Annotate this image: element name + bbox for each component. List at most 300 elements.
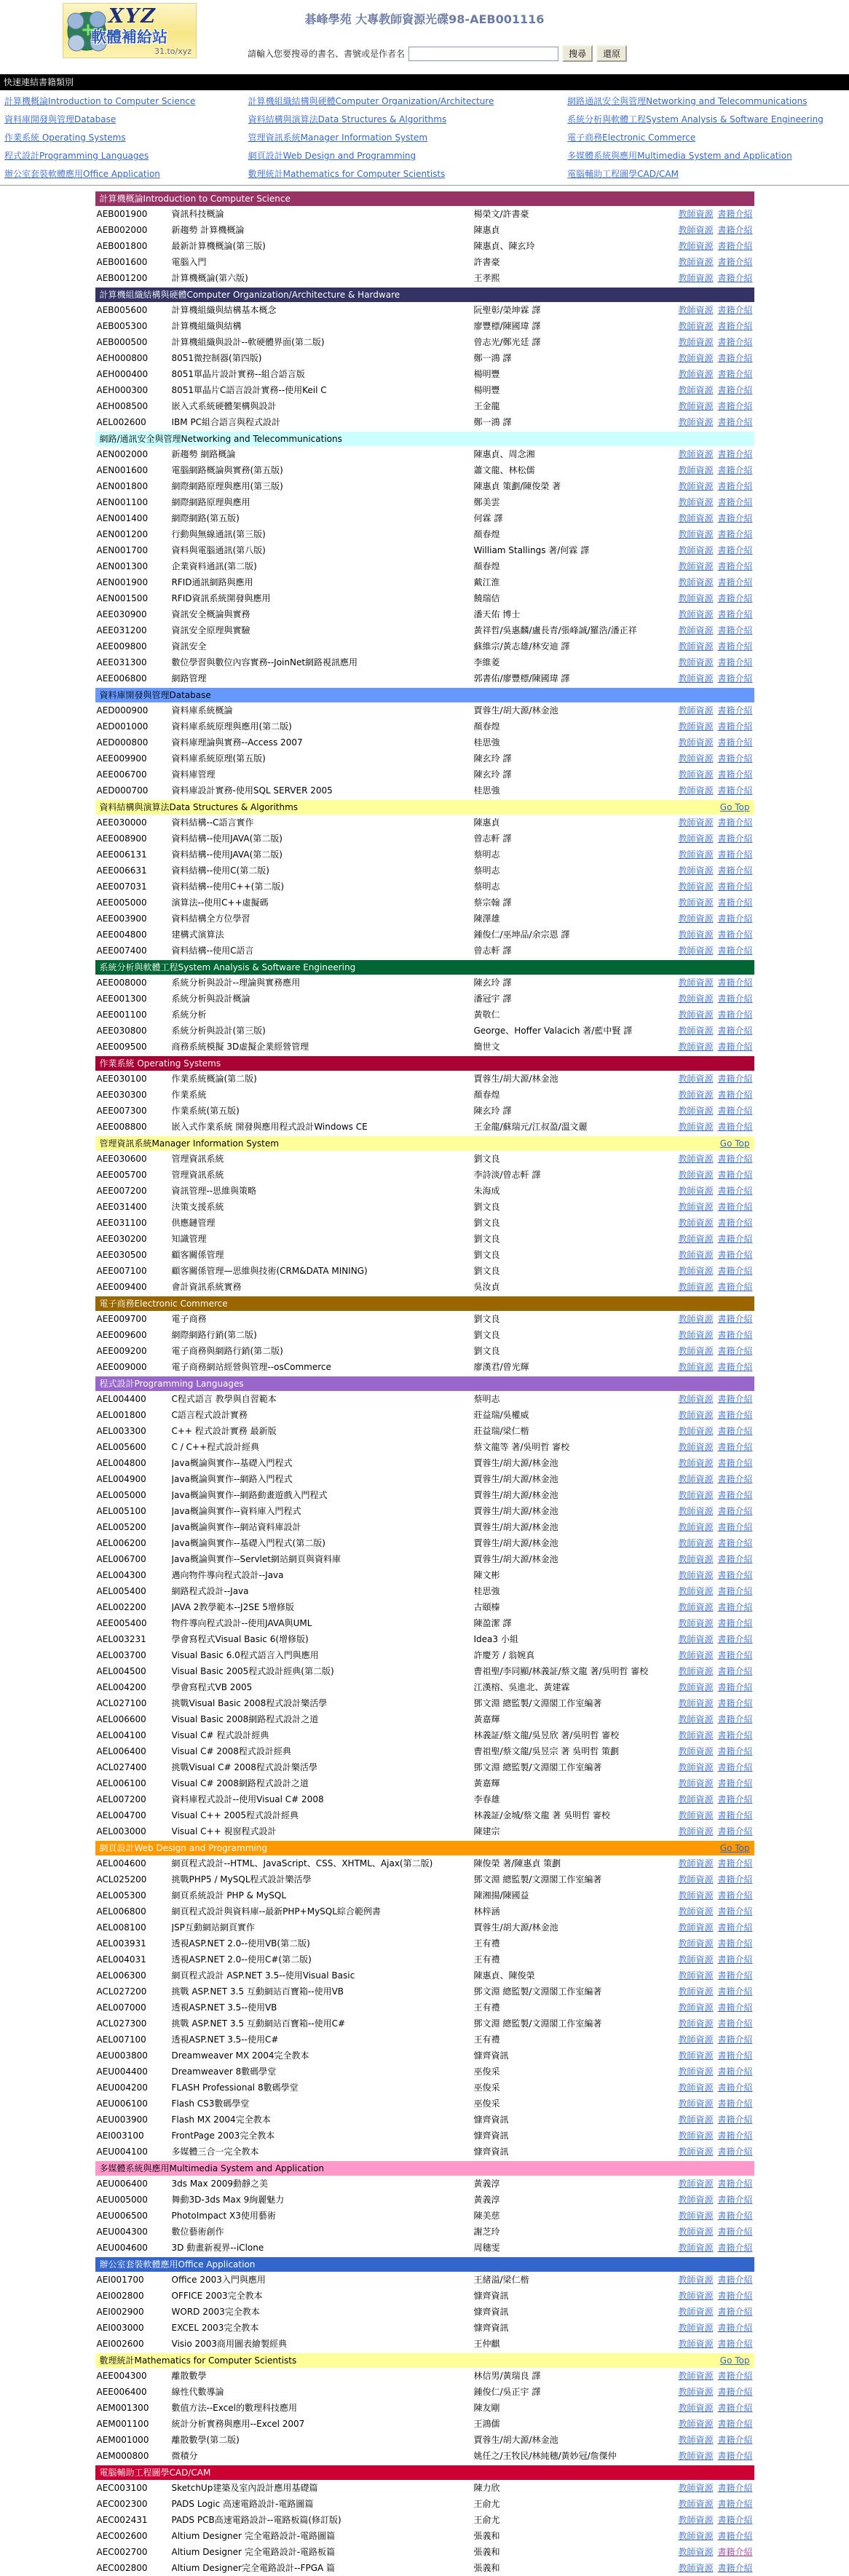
teacher-resource-link[interactable]: 教師資源 xyxy=(678,673,714,683)
teacher-resource-link[interactable]: 教師資源 xyxy=(678,930,714,940)
book-intro-link[interactable]: 書籍介紹 xyxy=(717,1282,753,1292)
teacher-resource-link[interactable]: 教師資源 xyxy=(678,1186,714,1196)
teacher-resource-link[interactable]: 教師資源 xyxy=(678,1554,714,1564)
teacher-resource-link[interactable]: 教師資源 xyxy=(678,481,714,491)
book-intro-link[interactable]: 書籍介紹 xyxy=(717,1714,753,1724)
teacher-resource-link[interactable]: 教師資源 xyxy=(678,225,714,235)
teacher-resource-link[interactable]: 教師資源 xyxy=(678,1202,714,1212)
book-intro-link[interactable]: 書籍介紹 xyxy=(717,1266,753,1276)
book-intro-link[interactable]: 書籍介紹 xyxy=(717,1186,753,1196)
teacher-resource-link[interactable]: 教師資源 xyxy=(678,1538,714,1548)
quick-link[interactable]: 系統分析與軟體工程System Analysis & Software Engineering xyxy=(567,114,824,124)
book-intro-link[interactable]: 書籍介紹 xyxy=(717,2082,753,2093)
quick-link[interactable]: 數理統計Mathematics for Computer Scientists xyxy=(248,169,446,179)
book-links xyxy=(667,606,754,622)
book-intro-link[interactable]: 書籍介紹 xyxy=(717,2131,753,2141)
teacher-resource-link[interactable]: 教師資源 xyxy=(678,401,714,411)
book-intro-link[interactable]: 書籍介紹 xyxy=(717,2371,753,2381)
book-intro-link[interactable]: 書籍介紹 xyxy=(717,529,753,539)
quick-link[interactable]: 作業系統 Operating Systems xyxy=(4,132,126,143)
book-intro-link[interactable]: 書籍介紹 xyxy=(717,1650,753,1660)
book-intro-link[interactable]: 書籍介紹 xyxy=(717,2451,753,2461)
book-intro-link[interactable]: 書籍介紹 xyxy=(717,1890,753,1901)
book-intro-link[interactable]: 書籍介紹 xyxy=(717,1938,753,1949)
book-intro-link[interactable]: 書籍介紹 xyxy=(717,2195,753,2205)
book-intro-link[interactable]: 書籍介紹 xyxy=(717,2050,753,2061)
teacher-resource-link[interactable]: 教師資源 xyxy=(678,353,714,363)
teacher-resource-link[interactable]: 教師資源 xyxy=(678,1714,714,1724)
book-intro-link[interactable]: 書籍介紹 xyxy=(717,2099,753,2109)
book-code: AEE007300 xyxy=(96,1106,147,1116)
teacher-resource-link[interactable]: 教師資源 xyxy=(678,1362,714,1372)
book-intro-link[interactable]: 書籍介紹 xyxy=(717,1730,753,1740)
teacher-resource-link[interactable]: 教師資源 xyxy=(678,817,714,828)
book-intro-link[interactable]: 書籍介紹 xyxy=(717,1090,753,1100)
teacher-resource-link[interactable]: 教師資源 xyxy=(678,2034,714,2045)
book-intro-link[interactable]: 書籍介紹 xyxy=(717,1874,753,1885)
book-intro-link[interactable]: 書籍介紹 xyxy=(717,1522,753,1532)
teacher-resource-link[interactable]: 教師資源 xyxy=(678,1266,714,1276)
book-intro-link[interactable]: 書籍介紹 xyxy=(717,385,753,395)
book-intro-link[interactable]: 書籍介紹 xyxy=(717,2563,753,2573)
teacher-resource-link[interactable]: 教師資源 xyxy=(678,946,714,956)
book-intro-link[interactable]: 書籍介紹 xyxy=(717,1490,753,1500)
book-intro-link[interactable]: 書籍介紹 xyxy=(717,865,753,876)
book-intro-link[interactable]: 書籍介紹 xyxy=(717,2275,753,2285)
teacher-resource-link[interactable]: 教師資源 xyxy=(678,2419,714,2429)
book-intro-link[interactable]: 書籍介紹 xyxy=(717,1906,753,1917)
teacher-resource-link[interactable]: 教師資源 xyxy=(678,1346,714,1356)
teacher-resource-link[interactable]: 教師資源 xyxy=(678,1826,714,1836)
teacher-resource-link[interactable]: 教師資源 xyxy=(678,1330,714,1340)
teacher-resource-link[interactable]: 教師資源 xyxy=(678,1090,714,1100)
teacher-resource-link[interactable]: 教師資源 xyxy=(678,1986,714,1997)
book-intro-link[interactable]: 書籍介紹 xyxy=(717,1826,753,1836)
book-intro-link[interactable]: 書籍介紹 xyxy=(717,321,753,331)
teacher-resource-link[interactable]: 教師資源 xyxy=(678,1426,714,1436)
book-intro-link[interactable]: 書籍介紹 xyxy=(717,577,753,587)
teacher-resource-link[interactable]: 教師資源 xyxy=(678,2002,714,2013)
book-intro-link[interactable]: 書籍介紹 xyxy=(717,1010,753,1020)
teacher-resource-link[interactable]: 教師資源 xyxy=(678,577,714,587)
quick-link[interactable]: 程式設計Programming Languages xyxy=(4,151,149,161)
teacher-resource-link[interactable]: 教師資源 xyxy=(678,545,714,555)
teacher-resource-link[interactable]: 教師資源 xyxy=(678,1234,714,1244)
teacher-resource-link[interactable]: 教師資源 xyxy=(678,1906,714,1917)
book-intro-link[interactable]: 書籍介紹 xyxy=(717,1602,753,1612)
book-intro-link[interactable]: 書籍介紹 xyxy=(717,2483,753,2493)
teacher-resource-link[interactable]: 教師資源 xyxy=(678,2211,714,2221)
book-intro-link[interactable]: 書籍介紹 xyxy=(717,609,753,619)
teacher-resource-link[interactable]: 教師資源 xyxy=(678,1458,714,1468)
teacher-resource-link[interactable]: 教師資源 xyxy=(678,497,714,507)
book-intro-link[interactable]: 書籍介紹 xyxy=(717,1170,753,1180)
teacher-resource-link[interactable]: 教師資源 xyxy=(678,305,714,315)
book-intro-link[interactable]: 書籍介紹 xyxy=(717,1698,753,1708)
go-top-link[interactable]: Go Top xyxy=(719,1138,750,1149)
book-intro-link[interactable]: 書籍介紹 xyxy=(717,1410,753,1420)
book-intro-link[interactable]: 書籍介紹 xyxy=(717,337,753,347)
teacher-resource-link[interactable]: 教師資源 xyxy=(678,1106,714,1116)
teacher-resource-link[interactable]: 教師資源 xyxy=(678,2082,714,2093)
book-intro-link[interactable]: 書籍介紹 xyxy=(717,2403,753,2413)
book-intro-link[interactable]: 書籍介紹 xyxy=(717,1954,753,1965)
book-intro-link[interactable]: 書籍介紹 xyxy=(717,1554,753,1564)
book-intro-link[interactable]: 書籍介紹 xyxy=(717,401,753,411)
book-intro-link[interactable]: 書籍介紹 xyxy=(717,1314,753,1324)
book-intro-link[interactable]: 書籍介紹 xyxy=(717,994,753,1004)
book-intro-link[interactable]: 書籍介紹 xyxy=(717,1330,753,1340)
teacher-resource-link[interactable]: 教師資源 xyxy=(678,833,714,844)
book-intro-link[interactable]: 書籍介紹 xyxy=(717,753,753,764)
teacher-resource-link[interactable]: 教師資源 xyxy=(678,2371,714,2381)
teacher-resource-link[interactable]: 教師資源 xyxy=(678,1410,714,1420)
book-intro-link[interactable]: 書籍介紹 xyxy=(717,353,753,363)
teacher-resource-link[interactable]: 教師資源 xyxy=(678,1778,714,1788)
teacher-resource-link[interactable]: 教師資源 xyxy=(678,1010,714,1020)
book-code: AEL006800 xyxy=(96,1906,146,1917)
book-links xyxy=(667,2176,754,2192)
teacher-resource-link[interactable]: 教師資源 xyxy=(678,449,714,459)
book-intro-link[interactable]: 書籍介紹 xyxy=(717,2243,753,2253)
teacher-resource-link[interactable]: 教師資源 xyxy=(678,2515,714,2525)
teacher-resource-link[interactable]: 教師資源 xyxy=(678,785,714,796)
quick-link[interactable]: 管理資訊系統Manager Information System xyxy=(248,132,428,143)
book-intro-link[interactable]: 書籍介紹 xyxy=(717,946,753,956)
book-intro-link[interactable]: 書籍介紹 xyxy=(717,2147,753,2157)
teacher-resource-link[interactable]: 教師資源 xyxy=(678,593,714,603)
book-intro-link[interactable]: 書籍介紹 xyxy=(717,930,753,940)
book-intro-link[interactable]: 書籍介紹 xyxy=(717,417,753,427)
book-intro-link[interactable]: 書籍介紹 xyxy=(717,513,753,523)
teacher-resource-link[interactable]: 教師資源 xyxy=(678,737,714,748)
teacher-resource-link[interactable]: 教師資源 xyxy=(678,2483,714,2493)
teacher-resource-link[interactable]: 教師資源 xyxy=(678,1874,714,1885)
book-intro-link[interactable]: 書籍介紹 xyxy=(717,593,753,603)
book-intro-link[interactable]: 書籍介紹 xyxy=(717,2323,753,2333)
teacher-resource-link[interactable]: 教師資源 xyxy=(678,1858,714,1868)
teacher-resource-link[interactable]: 教師資源 xyxy=(678,721,714,732)
book-intro-link[interactable]: 書籍介紹 xyxy=(717,1506,753,1516)
teacher-resource-link[interactable]: 教師資源 xyxy=(678,897,714,908)
teacher-resource-link[interactable]: 教師資源 xyxy=(678,1602,714,1612)
book-links xyxy=(667,2512,754,2528)
book-intro-link[interactable]: 書籍介紹 xyxy=(717,1570,753,1580)
book-intro-link[interactable]: 書籍介紹 xyxy=(717,273,753,283)
teacher-resource-link[interactable]: 教師資源 xyxy=(678,1218,714,1228)
teacher-resource-link[interactable]: 教師資源 xyxy=(678,609,714,619)
teacher-resource-link[interactable]: 教師資源 xyxy=(678,625,714,635)
teacher-resource-link[interactable]: 教師資源 xyxy=(678,1666,714,1676)
book-intro-link[interactable]: 書籍介紹 xyxy=(717,1682,753,1692)
book-intro-link[interactable]: 書籍介紹 xyxy=(717,721,753,732)
teacher-resource-link[interactable]: 教師資源 xyxy=(678,978,714,988)
book-intro-link[interactable]: 書籍介紹 xyxy=(717,2307,753,2317)
book-intro-link[interactable]: 書籍介紹 xyxy=(717,833,753,844)
book-intro-link[interactable]: 書籍介紹 xyxy=(717,497,753,507)
teacher-resource-link[interactable]: 教師資源 xyxy=(678,2115,714,2125)
book-intro-link[interactable]: 書籍介紹 xyxy=(717,1474,753,1484)
teacher-resource-link[interactable]: 教師資源 xyxy=(678,1954,714,1965)
teacher-resource-link[interactable]: 教師資源 xyxy=(678,1074,714,1084)
teacher-resource-link[interactable]: 教師資源 xyxy=(678,2275,714,2285)
teacher-resource-link[interactable]: 教師資源 xyxy=(678,1890,714,1901)
teacher-resource-link[interactable]: 教師資源 xyxy=(678,769,714,780)
teacher-resource-link[interactable]: 教師資源 xyxy=(678,273,714,283)
book-intro-link[interactable]: 書籍介紹 xyxy=(717,481,753,491)
teacher-resource-link[interactable]: 教師資源 xyxy=(678,2291,714,2301)
teacher-resource-link[interactable]: 教師資源 xyxy=(678,2387,714,2397)
teacher-resource-link[interactable]: 教師資源 xyxy=(678,1970,714,1981)
teacher-resource-link[interactable]: 教師資源 xyxy=(678,1794,714,1804)
teacher-resource-link[interactable]: 教師資源 xyxy=(678,2451,714,2461)
book-intro-link[interactable]: 書籍介紹 xyxy=(717,769,753,780)
teacher-resource-link[interactable]: 教師資源 xyxy=(678,1698,714,1708)
teacher-resource-link[interactable]: 教師資源 xyxy=(678,1570,714,1580)
teacher-resource-link[interactable]: 教師資源 xyxy=(678,2050,714,2061)
table-row xyxy=(95,2368,754,2384)
book-intro-link[interactable]: 書籍介紹 xyxy=(717,1858,753,1868)
quick-link[interactable]: 電子商務Electronic Commerce xyxy=(567,132,696,143)
book-intro-link[interactable]: 書籍介紹 xyxy=(717,465,753,475)
teacher-resource-link[interactable]: 教師資源 xyxy=(678,209,714,219)
book-intro-link[interactable]: 書籍介紹 xyxy=(717,2547,753,2557)
book-intro-link[interactable]: 書籍介紹 xyxy=(717,449,753,459)
quick-link[interactable]: 資料庫開發與管理Database xyxy=(4,114,117,124)
teacher-resource-link[interactable]: 教師資源 xyxy=(678,2339,714,2349)
page-header xyxy=(0,0,849,74)
teacher-resource-link[interactable]: 教師資源 xyxy=(678,705,714,716)
book-intro-link[interactable]: 書籍介紹 xyxy=(717,2291,753,2301)
book-intro-link[interactable]: 書籍介紹 xyxy=(717,1362,753,1372)
book-intro-link[interactable]: 書籍介紹 xyxy=(717,897,753,908)
book-intro-link[interactable]: 書籍介紹 xyxy=(717,1794,753,1804)
teacher-resource-link[interactable]: 教師資源 xyxy=(678,641,714,651)
book-intro-link[interactable]: 書籍介紹 xyxy=(717,209,753,219)
book-intro-link[interactable]: 書籍介紹 xyxy=(717,1666,753,1676)
quick-link[interactable]: 多媒體系統與應用Multimedia System and Application xyxy=(567,151,792,161)
book-intro-link[interactable]: 書籍介紹 xyxy=(717,2034,753,2045)
book-intro-link[interactable]: 書籍介紹 xyxy=(717,1074,753,1084)
teacher-resource-link[interactable]: 教師資源 xyxy=(678,2531,714,2541)
book-intro-link[interactable]: 書籍介紹 xyxy=(717,2531,753,2541)
book-intro-link[interactable]: 書籍介紹 xyxy=(717,257,753,267)
book-intro-link[interactable]: 書籍介紹 xyxy=(717,1458,753,1468)
book-intro-link[interactable]: 書籍介紹 xyxy=(717,2435,753,2445)
book-intro-link[interactable]: 書籍介紹 xyxy=(717,2066,753,2077)
teacher-resource-link[interactable]: 教師資源 xyxy=(678,369,714,379)
book-intro-link[interactable]: 書籍介紹 xyxy=(717,2211,753,2221)
book-intro-link[interactable]: 書籍介紹 xyxy=(717,2018,753,2029)
teacher-resource-link[interactable]: 教師資源 xyxy=(678,2435,714,2445)
teacher-resource-link[interactable]: 教師資源 xyxy=(678,337,714,347)
book-intro-link[interactable]: 書籍介紹 xyxy=(717,785,753,796)
teacher-resource-link[interactable]: 教師資源 xyxy=(678,1170,714,1180)
quick-link[interactable]: 資料結構與演算法Data Structures & Algorithms xyxy=(248,114,447,124)
teacher-resource-link[interactable]: 教師資源 xyxy=(678,1490,714,1500)
teacher-resource-link[interactable]: 教師資源 xyxy=(678,561,714,571)
teacher-resource-link[interactable]: 教師資源 xyxy=(678,2499,714,2509)
book-intro-link[interactable]: 書籍介紹 xyxy=(717,1122,753,1132)
teacher-resource-link[interactable]: 教師資源 xyxy=(678,1474,714,1484)
go-top-link[interactable]: Go Top xyxy=(719,2355,750,2366)
book-intro-link[interactable]: 書籍介紹 xyxy=(717,241,753,251)
quick-link[interactable]: 計算機組織結構與硬體Computer Organization/Architecture xyxy=(248,96,494,106)
book-intro-link[interactable]: 書籍介紹 xyxy=(717,1346,753,1356)
teacher-resource-link[interactable]: 教師資源 xyxy=(678,1746,714,1756)
teacher-resource-link[interactable]: 教師資源 xyxy=(678,1122,714,1132)
teacher-resource-link[interactable]: 教師資源 xyxy=(678,1282,714,1292)
teacher-resource-link[interactable]: 教師資源 xyxy=(678,1922,714,1933)
book-intro-link[interactable]: 書籍介紹 xyxy=(717,2419,753,2429)
book-intro-link[interactable]: 書籍介紹 xyxy=(717,2115,753,2125)
book-intro-link[interactable]: 書籍介紹 xyxy=(717,1746,753,1756)
book-intro-link[interactable]: 書籍介紹 xyxy=(717,2387,753,2397)
quick-link[interactable]: 計算機概論Introduction to Computer Science xyxy=(4,96,196,106)
go-top-link[interactable]: Go Top xyxy=(719,802,750,812)
book-code: AEE006631 xyxy=(96,865,147,876)
book-intro-link[interactable]: 書籍介紹 xyxy=(717,737,753,748)
teacher-resource-link[interactable]: 教師資源 xyxy=(678,753,714,764)
book-intro-link[interactable]: 書籍介紹 xyxy=(717,1394,753,1404)
teacher-resource-link[interactable]: 教師資源 xyxy=(678,1810,714,1820)
teacher-resource-link[interactable]: 教師資源 xyxy=(678,1586,714,1596)
teacher-resource-link[interactable]: 教師資源 xyxy=(678,2227,714,2237)
book-intro-link[interactable]: 書籍介紹 xyxy=(717,225,753,235)
teacher-resource-link[interactable]: 教師資源 xyxy=(678,1314,714,1324)
teacher-resource-link[interactable]: 教師資源 xyxy=(678,1634,714,1644)
teacher-resource-link[interactable]: 教師資源 xyxy=(678,1394,714,1404)
teacher-resource-link[interactable]: 教師資源 xyxy=(678,1938,714,1949)
teacher-resource-link[interactable]: 教師資源 xyxy=(678,385,714,395)
teacher-resource-link[interactable]: 教師資源 xyxy=(678,2403,714,2413)
book-intro-link[interactable]: 書籍介紹 xyxy=(717,625,753,635)
book-intro-link[interactable]: 書籍介紹 xyxy=(717,369,753,379)
book-intro-link[interactable]: 書籍介紹 xyxy=(717,641,753,651)
teacher-resource-link[interactable]: 教師資源 xyxy=(678,2243,714,2253)
book-intro-link[interactable]: 書籍介紹 xyxy=(717,1154,753,1164)
teacher-resource-link[interactable]: 教師資源 xyxy=(678,321,714,331)
teacher-resource-link[interactable]: 教師資源 xyxy=(678,1506,714,1516)
book-intro-link[interactable]: 書籍介紹 xyxy=(717,2515,753,2525)
teacher-resource-link[interactable]: 教師資源 xyxy=(678,994,714,1004)
reset-button[interactable]: 還原 xyxy=(596,45,627,62)
teacher-resource-link[interactable]: 教師資源 xyxy=(678,865,714,876)
teacher-resource-link[interactable]: 教師資源 xyxy=(678,1762,714,1772)
book-intro-link[interactable]: 書籍介紹 xyxy=(717,1762,753,1772)
teacher-resource-link[interactable]: 教師資源 xyxy=(678,1250,714,1260)
teacher-resource-link[interactable]: 教師資源 xyxy=(678,417,714,427)
book-intro-link[interactable]: 書籍介紹 xyxy=(717,978,753,988)
teacher-resource-link[interactable]: 教師資源 xyxy=(678,2066,714,2077)
book-intro-link[interactable]: 書籍介紹 xyxy=(717,561,753,571)
teacher-resource-link[interactable]: 教師資源 xyxy=(678,465,714,475)
teacher-resource-link[interactable]: 教師資源 xyxy=(678,2099,714,2109)
book-intro-link[interactable]: 書籍介紹 xyxy=(717,2002,753,2013)
teacher-resource-link[interactable]: 教師資源 xyxy=(678,1618,714,1628)
teacher-resource-link[interactable]: 教師資源 xyxy=(678,1682,714,1692)
teacher-resource-link[interactable]: 教師資源 xyxy=(678,1154,714,1164)
teacher-resource-link[interactable]: 教師資源 xyxy=(678,1042,714,1052)
teacher-resource-link[interactable]: 教師資源 xyxy=(678,2563,714,2573)
book-intro-link[interactable]: 書籍介紹 xyxy=(717,1218,753,1228)
teacher-resource-link[interactable]: 教師資源 xyxy=(678,1026,714,1036)
search-button[interactable]: 搜尋 xyxy=(562,45,593,62)
teacher-resource-link[interactable]: 教師資源 xyxy=(678,513,714,523)
teacher-resource-link[interactable]: 教師資源 xyxy=(678,2307,714,2317)
teacher-resource-link[interactable]: 教師資源 xyxy=(678,2323,714,2333)
book-intro-link[interactable]: 書籍介紹 xyxy=(717,1618,753,1628)
quick-link[interactable]: 電腦輔助工程圖學CAD/CAM xyxy=(567,169,679,179)
book-intro-link[interactable]: 書籍介紹 xyxy=(717,1634,753,1644)
teacher-resource-link[interactable]: 教師資源 xyxy=(678,257,714,267)
teacher-resource-link[interactable]: 教師資源 xyxy=(678,2195,714,2205)
quick-link[interactable]: 辦公室套裝軟體應用Office Application xyxy=(4,169,160,179)
book-intro-link[interactable]: 書籍介紹 xyxy=(717,2499,753,2509)
quick-link[interactable]: 網路通訊安全與管理Networking and Telecommunications xyxy=(567,96,807,106)
teacher-resource-link[interactable]: 教師資源 xyxy=(678,2179,714,2189)
book-intro-link[interactable]: 書籍介紹 xyxy=(717,673,753,683)
book-intro-link[interactable]: 書籍介紹 xyxy=(717,817,753,828)
book-intro-link[interactable]: 書籍介紹 xyxy=(717,1970,753,1981)
book-intro-link[interactable]: 書籍介紹 xyxy=(717,1234,753,1244)
teacher-resource-link[interactable]: 教師資源 xyxy=(678,1730,714,1740)
book-intro-link[interactable]: 書籍介紹 xyxy=(717,2227,753,2237)
book-intro-link[interactable]: 書籍介紹 xyxy=(717,1538,753,1548)
book-intro-link[interactable]: 書籍介紹 xyxy=(717,545,753,555)
book-intro-link[interactable]: 書籍介紹 xyxy=(717,1106,753,1116)
book-intro-link[interactable]: 書籍介紹 xyxy=(717,1202,753,1212)
book-intro-link[interactable]: 書籍介紹 xyxy=(717,1810,753,1820)
book-intro-link[interactable]: 書籍介紹 xyxy=(717,1442,753,1452)
teacher-resource-link[interactable]: 教師資源 xyxy=(678,529,714,539)
book-intro-link[interactable]: 書籍介紹 xyxy=(717,657,753,667)
book-intro-link[interactable]: 書籍介紹 xyxy=(717,881,753,892)
teacher-resource-link[interactable]: 教師資源 xyxy=(678,881,714,892)
book-intro-link[interactable]: 書籍介紹 xyxy=(717,849,753,860)
teacher-resource-link[interactable]: 教師資源 xyxy=(678,1522,714,1532)
book-intro-link[interactable]: 書籍介紹 xyxy=(717,1586,753,1596)
search-input[interactable] xyxy=(408,47,558,61)
book-intro-link[interactable]: 書籍介紹 xyxy=(717,1426,753,1436)
teacher-resource-link[interactable]: 教師資源 xyxy=(678,1650,714,1660)
teacher-resource-link[interactable]: 教師資源 xyxy=(678,657,714,667)
book-intro-link[interactable]: 書籍介紹 xyxy=(717,1250,753,1260)
teacher-resource-link[interactable]: 教師資源 xyxy=(678,849,714,860)
teacher-resource-link[interactable]: 教師資源 xyxy=(678,2147,714,2157)
book-intro-link[interactable]: 書籍介紹 xyxy=(717,1026,753,1036)
book-intro-link[interactable]: 書籍介紹 xyxy=(717,1042,753,1052)
book-intro-link[interactable]: 書籍介紹 xyxy=(717,1778,753,1788)
teacher-resource-link[interactable]: 教師資源 xyxy=(678,2131,714,2141)
book-intro-link[interactable]: 書籍介紹 xyxy=(717,305,753,315)
teacher-resource-link[interactable]: 教師資源 xyxy=(678,2018,714,2029)
book-title: JSP互動網站網頁實作 xyxy=(171,1922,255,1933)
teacher-resource-link[interactable]: 教師資源 xyxy=(678,2547,714,2557)
teacher-resource-link[interactable]: 教師資源 xyxy=(678,914,714,924)
teacher-resource-link[interactable]: 教師資源 xyxy=(678,241,714,251)
book-intro-link[interactable]: 書籍介紹 xyxy=(717,914,753,924)
book-intro-link[interactable]: 書籍介紹 xyxy=(717,1922,753,1933)
teacher-resource-link[interactable]: 教師資源 xyxy=(678,1442,714,1452)
book-intro-link[interactable]: 書籍介紹 xyxy=(717,705,753,716)
quick-link[interactable]: 網頁設計Web Design and Programming xyxy=(248,151,416,161)
go-top-link[interactable]: Go Top xyxy=(719,1843,750,1853)
book-intro-link[interactable]: 書籍介紹 xyxy=(717,2179,753,2189)
book-code: AEL008100 xyxy=(96,1922,146,1933)
book-intro-link[interactable]: 書籍介紹 xyxy=(717,1986,753,1997)
book-intro-link[interactable]: 書籍介紹 xyxy=(717,2339,753,2349)
